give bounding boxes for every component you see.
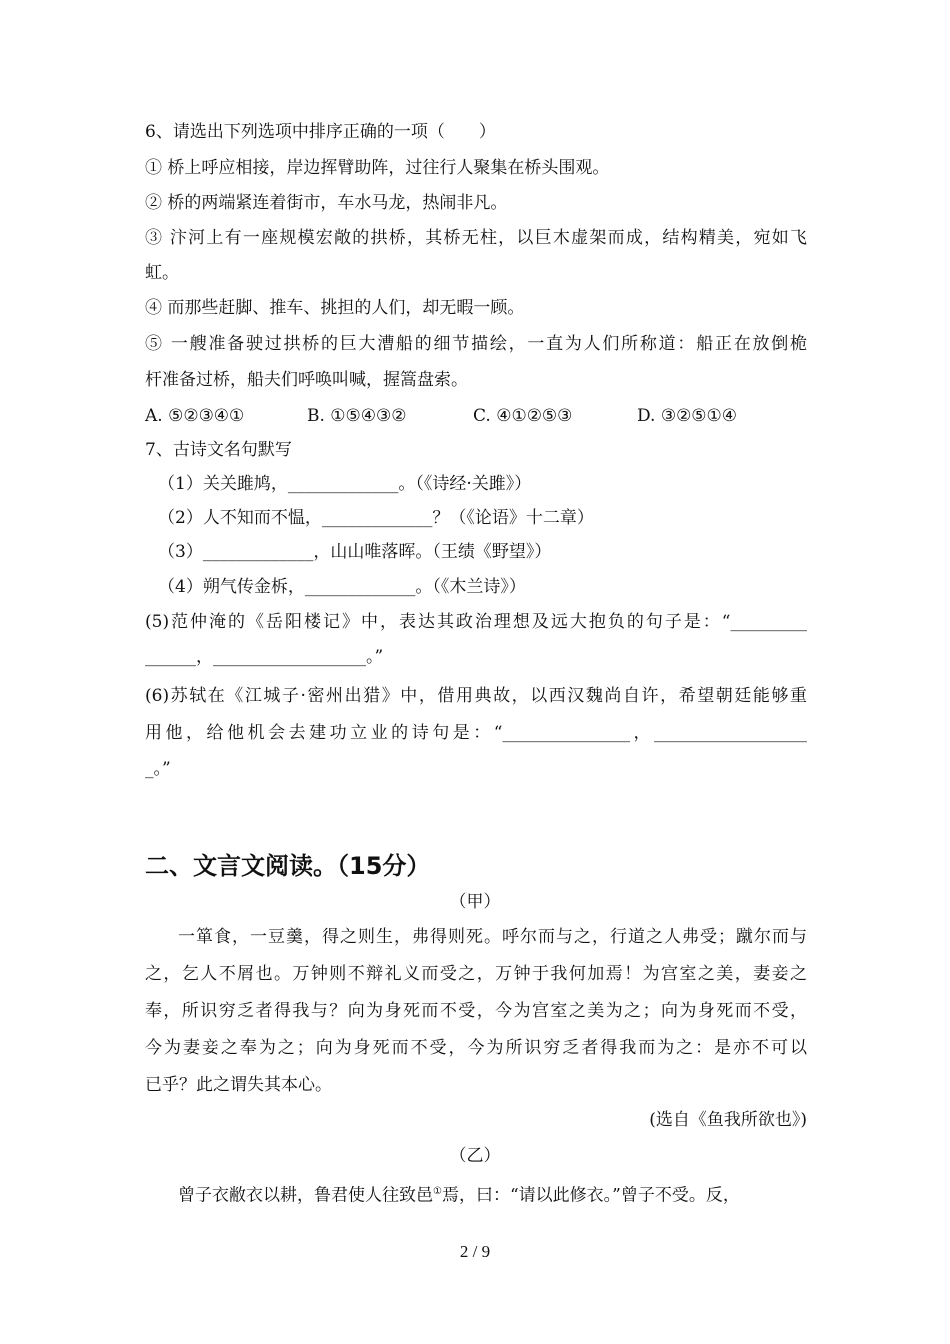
option-b: B. ①⑤④③② (307, 406, 407, 426)
q6-item-5-cont: 杆准备过桥，船夫们呼唤叫喊，握篙盘索。 (145, 370, 468, 390)
q6-item-1: ① 桥上呼应相接，岸边挥臂助阵，过往行人聚集在桥头围观。 (145, 158, 610, 178)
jia-label: （甲） (449, 892, 501, 912)
q6-item-3: ③ 汴河上有一座规模宏敞的拱桥，其桥无柱，以巨木虚架而成，结构精美，宛如飞 (145, 228, 807, 248)
jia-line-1: 一箪食，一豆羹，得之则生，弗得则死。呼尔而与之，行道之人弗受；蹴尔而与 (178, 927, 807, 947)
q7-line-2: （2）人不知而不愠，_____________？（《论语》十二章） (158, 508, 594, 528)
q6-stem: 6、请选出下列选项中排序正确的一项（ ） (145, 122, 496, 142)
q7-line-6-cont: 用他，给他机会去建功立业的诗句是：“_______________，__________________ (145, 723, 807, 743)
page-number: 2 / 9 (459, 1242, 491, 1261)
q6-options (145, 405, 737, 427)
q7-line-5-cont: ______，__________________。” (145, 647, 384, 667)
jia-line-3: 奉，所识穷乏者得我与？向为身死而不受，今为宫室之美为之；向为身死而不受， (145, 1001, 807, 1021)
q6-item-4: ④ 而那些赶脚、推车、挑担的人们，却无暇一顾。 (145, 298, 525, 318)
q7-line-3: （3）_____________，山山唯落晖。（王绩《野望》） (158, 542, 552, 562)
q6-item-5: ⑤ 一艘准备驶过拱桥的巨大漕船的细节描绘，一直为人们所称道：船正在放倒桅 (145, 334, 807, 354)
section-heading: 二、文言文阅读。（15分） (145, 852, 431, 880)
jia-line-2: 之，乞人不屑也。万钟则不辩礼义而受之，万钟于我何加焉！为宫室之美，妻妾之 (145, 964, 807, 984)
q6-item-3-cont: 虹。 (145, 263, 179, 283)
jia-source: (选自《鱼我所欲也》) (649, 1110, 807, 1130)
option-c: C. ④①②⑤③ (473, 406, 573, 426)
q7-line-1: （1）关关雎鸠，_____________。（《诗经·关雎》） (158, 474, 532, 494)
option-d: D. ③②⑤①④ (637, 406, 738, 426)
jia-line-4: 今为妻妾之奉为之；向为身死而不受，今为所识穷乏者得我而为之：是亦不可以 (145, 1038, 807, 1058)
yi-line-1 (178, 1181, 740, 1207)
q6-item-2: ② 桥的两端紧连着街市，车水马龙，热闹非凡。 (145, 193, 508, 213)
option-a: A. ⑤②③④① (145, 406, 245, 426)
q7-stem: 7、古诗文名句默写 (145, 440, 292, 460)
yi-line-1a: 曾子衣敝衣以耕，鲁君使人往致邑 (178, 1185, 433, 1206)
jia-line-5: 已乎？此之谓失其本心。 (145, 1075, 332, 1095)
q7-line-6-end: _。” (145, 759, 171, 779)
q7-line-5: (5)范仲淹的《岳阳楼记》中，表达其政治理想及远大抱负的句子是：“_________ (145, 612, 807, 632)
footnote-marker: ① (433, 1186, 442, 1197)
q7-line-6: (6)苏轼在《江城子·密州出猎》中，借用典故，以西汉魏尚自许，希望朝廷能够重 (145, 686, 807, 706)
yi-line-1b: 焉，曰：“请以此修衣。”曾子不受。反， (441, 1185, 740, 1206)
q7-line-4: （4）朔气传金柝，_____________。（《木兰诗》） (158, 577, 526, 597)
yi-label: （乙） (449, 1146, 501, 1166)
